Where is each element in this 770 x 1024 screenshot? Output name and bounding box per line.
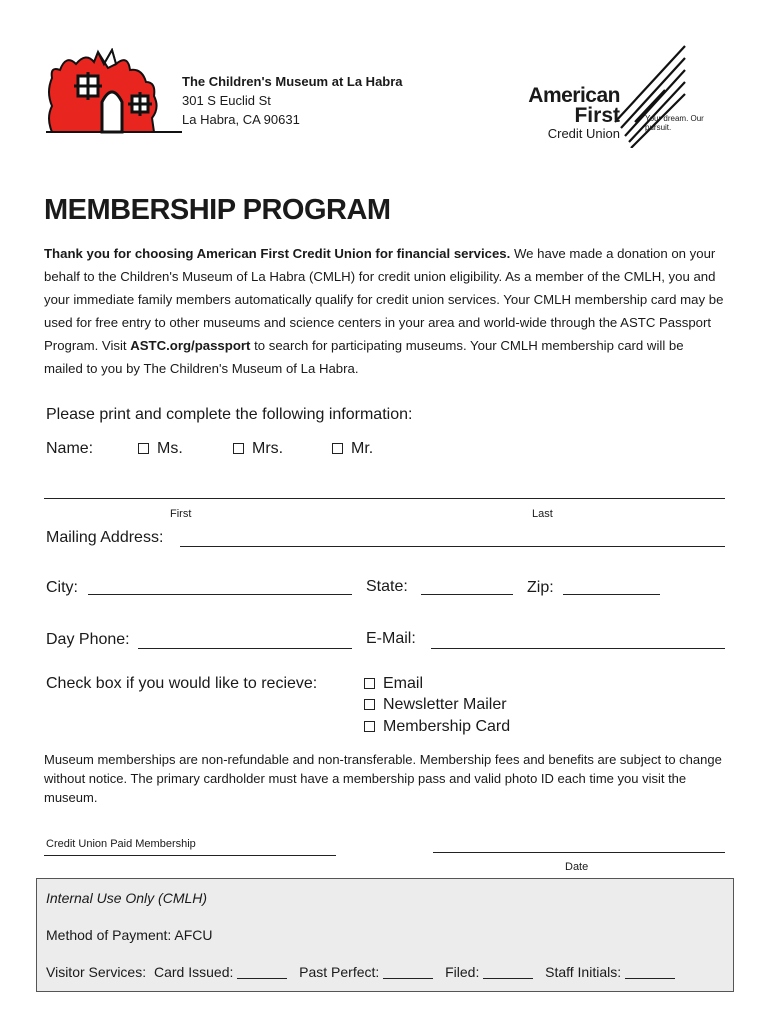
visitor-services-label: Visitor Services:: [46, 964, 147, 980]
payment-method: Method of Payment: AFCU: [46, 927, 213, 943]
afcu-wordmark: [528, 86, 620, 142]
afcu-first: First: [574, 104, 620, 127]
afcu-american: American: [528, 84, 620, 107]
receive-email-option[interactable]: [364, 675, 423, 693]
receive-newsletter-option[interactable]: [364, 696, 507, 714]
name-label: Name:: [46, 440, 94, 457]
card-issued-label: Card Issued:: [154, 964, 234, 980]
salutation-mrs[interactable]: [233, 440, 283, 458]
museum-address-line1: 301 S Euclid St: [182, 93, 271, 108]
checkbox-icon[interactable]: [364, 678, 375, 689]
salutation-mr-label: Mr.: [351, 440, 374, 457]
salutation-ms[interactable]: [138, 440, 183, 458]
intro-paragraph: [44, 242, 724, 380]
museum-address-line2: La Habra, CA 90631: [182, 112, 300, 127]
checkbox-icon[interactable]: [364, 721, 375, 732]
page-title: MEMBERSHIP PROGRAM: [44, 194, 391, 226]
receive-newsletter-label: Newsletter Mailer: [383, 696, 507, 713]
checkbox-icon[interactable]: [364, 699, 375, 710]
past-perfect-field[interactable]: [383, 964, 433, 979]
visitor-services-row: [46, 964, 675, 980]
zip-field[interactable]: [563, 594, 660, 595]
museum-logo: [46, 48, 182, 134]
salutation-mr[interactable]: [332, 440, 373, 458]
phone-field[interactable]: [138, 648, 352, 649]
city-field[interactable]: [88, 594, 352, 595]
state-field[interactable]: [421, 594, 513, 595]
museum-info: [182, 72, 403, 129]
afcu-logo: [515, 44, 730, 148]
afcu-credit-union: Credit Union: [547, 126, 620, 141]
staff-initials-field[interactable]: [625, 964, 675, 979]
intro-lead: Thank you for choosing American First Credit Union for financial services.: [44, 246, 511, 261]
mailing-label: Mailing Address:: [46, 529, 164, 546]
state-label: State:: [366, 578, 408, 595]
last-name-caption: Last: [532, 508, 553, 520]
email-label: E-Mail:: [366, 630, 416, 647]
receive-card-label: Membership Card: [383, 718, 511, 735]
mailing-address-field[interactable]: [180, 546, 725, 547]
checkbox-icon[interactable]: [332, 443, 343, 454]
salutation-mrs-label: Mrs.: [252, 440, 284, 457]
receive-email-label: Email: [383, 675, 424, 692]
date-field[interactable]: [433, 852, 725, 853]
past-perfect-label: Past Perfect:: [299, 964, 380, 980]
paid-membership-line[interactable]: [44, 855, 336, 856]
form-instructions: Please print and complete the following information:: [46, 406, 413, 423]
afcu-tagline: Your dream. Our pursuit.: [645, 114, 704, 132]
zip-label: Zip:: [527, 579, 554, 596]
paid-membership-caption: Credit Union Paid Membership: [46, 838, 196, 850]
museum-name: The Children's Museum at La Habra: [182, 74, 403, 89]
receive-card-option[interactable]: [364, 718, 510, 736]
intro-text-2: to search for participating museums. Your CMLH membership card will be mailed to you by The Children's Museum of La Habra.: [44, 338, 684, 376]
internal-use-box: [36, 878, 734, 992]
astc-link[interactable]: ASTC.org/passport: [130, 338, 251, 353]
phone-label: Day Phone:: [46, 631, 130, 648]
salutation-ms-label: Ms.: [157, 440, 183, 457]
filed-label: Filed:: [445, 964, 480, 980]
checkbox-icon[interactable]: [233, 443, 244, 454]
email-field[interactable]: [431, 648, 725, 649]
city-label: City:: [46, 579, 78, 596]
intro-text-1: We have made a donation on your behalf to the Children's Museum of La Habra (CMLH) for credit union eligibility. As a member of the CMLH, you and your immediate family members automatically qualify for credit union services. Your CMLH membership card may be used for free entry to other museums and science centers in your area and world-wide through the ASTC Passport Program. Visit: [44, 246, 724, 353]
name-field[interactable]: [44, 498, 725, 499]
first-name-caption: First: [170, 508, 192, 520]
checkbox-icon[interactable]: [138, 443, 149, 454]
receive-label: Check box if you would like to recieve:: [46, 675, 318, 692]
date-caption: Date: [565, 861, 589, 873]
staff-initials-label: Staff Initials:: [545, 964, 622, 980]
card-issued-field[interactable]: [237, 964, 287, 979]
internal-heading: Internal Use Only (CMLH): [46, 890, 208, 906]
filed-field[interactable]: [483, 964, 533, 979]
disclaimer: Museum memberships are non-refundable and non-transferable. Membership fees and benefits are subject to change without notice. The primary cardholder must have a membership pass and valid photo ID each time you visit the museum.: [44, 752, 722, 805]
